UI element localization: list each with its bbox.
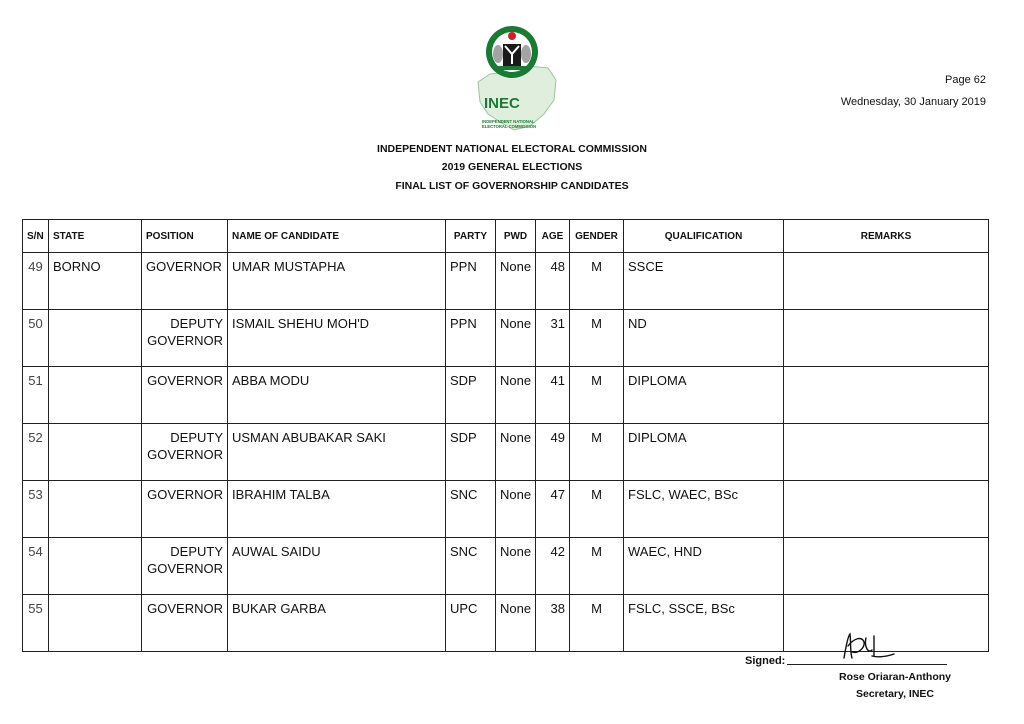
logo-text: INEC bbox=[484, 95, 520, 112]
table-row bbox=[23, 538, 989, 595]
election-title: 2019 GENERAL ELECTIONS bbox=[441, 161, 583, 173]
cell-remarks bbox=[784, 481, 989, 538]
document-date: Wednesday, 30 January 2019 bbox=[840, 96, 986, 108]
cell-remarks bbox=[784, 424, 989, 481]
cell-state bbox=[49, 424, 142, 481]
cell-sn: 55 bbox=[23, 595, 49, 652]
cell-name: ABBA MODU bbox=[228, 367, 446, 424]
cell-qualification: FSLC, SSCE, BSc bbox=[624, 595, 784, 652]
cell-remarks bbox=[784, 367, 989, 424]
cell-age: 42 bbox=[536, 538, 570, 595]
signed-label: Signed: bbox=[745, 655, 786, 667]
cell-sn: 53 bbox=[23, 481, 49, 538]
inec-logo bbox=[470, 22, 560, 140]
cell-name: USMAN ABUBAKAR SAKI bbox=[228, 424, 446, 481]
col-qualification: QUALIFICATION bbox=[624, 220, 784, 253]
page-number: Page 62 bbox=[945, 74, 986, 86]
cell-state bbox=[49, 367, 142, 424]
col-name: NAME OF CANDIDATE bbox=[228, 220, 446, 253]
cell-name: BUKAR GARBA bbox=[228, 595, 446, 652]
cell-party: SDP bbox=[446, 367, 496, 424]
cell-age: 38 bbox=[536, 595, 570, 652]
cell-position: GOVERNOR bbox=[142, 253, 228, 310]
table-row bbox=[23, 481, 989, 538]
cell-state bbox=[49, 481, 142, 538]
cell-gender: M bbox=[570, 310, 624, 367]
cell-position: DEPUTY GOVERNOR bbox=[142, 310, 228, 367]
cell-position: DEPUTY GOVERNOR bbox=[142, 538, 228, 595]
table-row bbox=[23, 310, 989, 367]
cell-qualification: FSLC, WAEC, BSc bbox=[624, 481, 784, 538]
cell-pwd: None bbox=[496, 367, 536, 424]
cell-party: PPN bbox=[446, 253, 496, 310]
cell-age: 48 bbox=[536, 253, 570, 310]
cell-name: IBRAHIM TALBA bbox=[228, 481, 446, 538]
col-sn: S/N bbox=[23, 220, 49, 253]
cell-remarks bbox=[784, 310, 989, 367]
table-header-row bbox=[23, 220, 989, 253]
cell-age: 31 bbox=[536, 310, 570, 367]
cell-state: BORNO bbox=[49, 253, 142, 310]
cell-sn: 49 bbox=[23, 253, 49, 310]
cell-age: 41 bbox=[536, 367, 570, 424]
cell-position: GOVERNOR bbox=[142, 367, 228, 424]
signer-name: Rose Oriaran-Anthony bbox=[838, 671, 951, 683]
cell-remarks bbox=[784, 253, 989, 310]
cell-age: 49 bbox=[536, 424, 570, 481]
cell-qualification: DIPLOMA bbox=[624, 367, 784, 424]
cell-party: UPC bbox=[446, 595, 496, 652]
signature-image bbox=[838, 628, 898, 668]
commission-title: INDEPENDENT NATIONAL ELECTORAL COMMISSION bbox=[377, 143, 647, 155]
cell-name: AUWAL SAIDU bbox=[228, 538, 446, 595]
cell-party: SNC bbox=[446, 538, 496, 595]
cell-pwd: None bbox=[496, 310, 536, 367]
col-position: POSITION bbox=[142, 220, 228, 253]
cell-pwd: None bbox=[496, 481, 536, 538]
cell-name: UMAR MUSTAPHA bbox=[228, 253, 446, 310]
cell-state bbox=[49, 595, 142, 652]
cell-position: GOVERNOR bbox=[142, 595, 228, 652]
cell-age: 47 bbox=[536, 481, 570, 538]
cell-gender: M bbox=[570, 595, 624, 652]
signature-line bbox=[787, 664, 947, 665]
col-state: STATE bbox=[49, 220, 142, 253]
cell-pwd: None bbox=[496, 253, 536, 310]
table-row bbox=[23, 253, 989, 310]
cell-sn: 50 bbox=[23, 310, 49, 367]
col-age: AGE bbox=[536, 220, 570, 253]
table-row bbox=[23, 367, 989, 424]
list-title: FINAL LIST OF GOVERNORSHIP CANDIDATES bbox=[395, 180, 629, 192]
cell-gender: M bbox=[570, 367, 624, 424]
col-remarks: REMARKS bbox=[784, 220, 989, 253]
cell-pwd: None bbox=[496, 538, 536, 595]
col-pwd: PWD bbox=[496, 220, 536, 253]
cell-party: SNC bbox=[446, 481, 496, 538]
cell-gender: M bbox=[570, 481, 624, 538]
cell-pwd: None bbox=[496, 424, 536, 481]
signer-title: Secretary, INEC bbox=[855, 688, 934, 700]
cell-gender: M bbox=[570, 424, 624, 481]
cell-party: PPN bbox=[446, 310, 496, 367]
candidates-table bbox=[22, 219, 989, 652]
cell-qualification: SSCE bbox=[624, 253, 784, 310]
svg-text:ELECTORAL COMMISSION: ELECTORAL COMMISSION bbox=[482, 124, 537, 129]
cell-position: DEPUTY GOVERNOR bbox=[142, 424, 228, 481]
col-gender: GENDER bbox=[570, 220, 624, 253]
cell-qualification: WAEC, HND bbox=[624, 538, 784, 595]
cell-state bbox=[49, 538, 142, 595]
cell-sn: 54 bbox=[23, 538, 49, 595]
cell-gender: M bbox=[570, 253, 624, 310]
cell-qualification: DIPLOMA bbox=[624, 424, 784, 481]
svg-text:INDEPENDENT NATIONAL: INDEPENDENT NATIONAL bbox=[482, 119, 535, 124]
cell-gender: M bbox=[570, 538, 624, 595]
cell-party: SDP bbox=[446, 424, 496, 481]
cell-sn: 52 bbox=[23, 424, 49, 481]
cell-qualification: ND bbox=[624, 310, 784, 367]
cell-name: ISMAIL SHEHU MOH'D bbox=[228, 310, 446, 367]
table-row bbox=[23, 424, 989, 481]
cell-position: GOVERNOR bbox=[142, 481, 228, 538]
cell-pwd: None bbox=[496, 595, 536, 652]
col-party: PARTY bbox=[446, 220, 496, 253]
cell-state bbox=[49, 310, 142, 367]
cell-remarks bbox=[784, 538, 989, 595]
cell-sn: 51 bbox=[23, 367, 49, 424]
